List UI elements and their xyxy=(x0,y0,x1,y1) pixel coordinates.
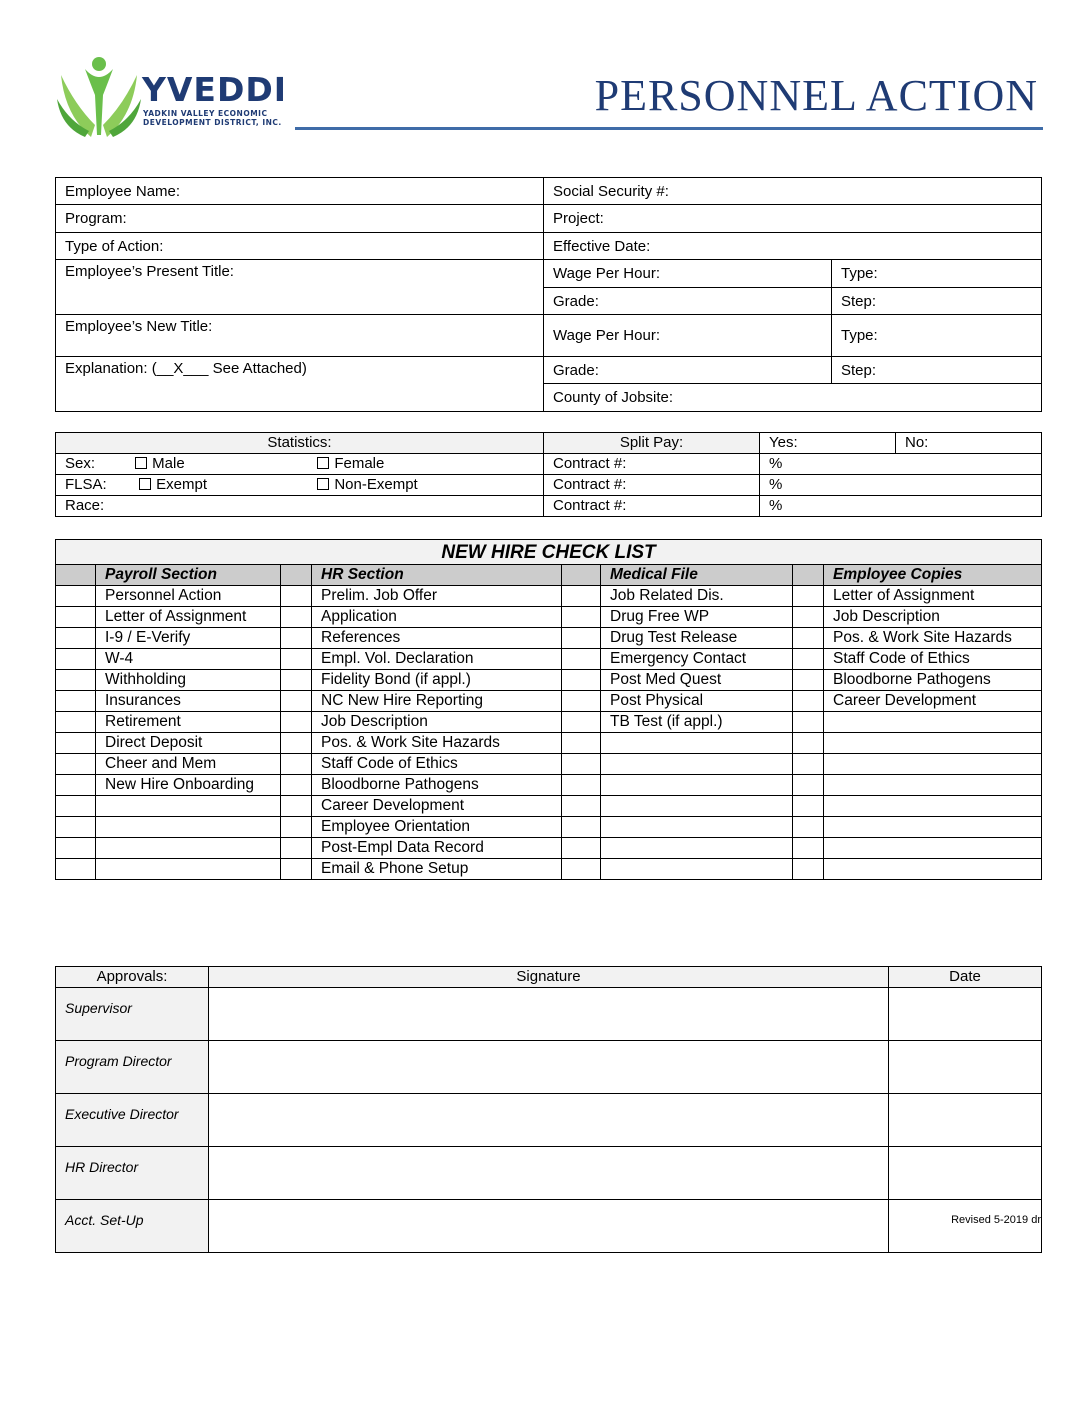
copies-item: Staff Code of Ethics xyxy=(824,649,1042,670)
hr-checkbox[interactable] xyxy=(281,859,312,880)
payroll-checkbox[interactable] xyxy=(56,859,96,880)
medical-checkbox[interactable] xyxy=(562,691,601,712)
hr-item: Fidelity Bond (if appl.) xyxy=(312,670,562,691)
hr-checkbox[interactable] xyxy=(281,607,312,628)
approval-row xyxy=(56,1200,1042,1253)
payroll-checkbox[interactable] xyxy=(56,649,96,670)
contract-3-field[interactable]: Contract #: xyxy=(544,496,760,517)
checklist-title: NEW HIRE CHECK LIST xyxy=(56,540,1042,565)
payroll-item xyxy=(96,817,281,838)
contract-1-field[interactable]: Contract #: xyxy=(544,454,760,475)
hr-checkbox[interactable] xyxy=(281,733,312,754)
hr-item: References xyxy=(312,628,562,649)
wage-per-hour-field[interactable]: Wage Per Hour: xyxy=(544,260,832,288)
table-row xyxy=(56,607,1042,628)
hr-item: Post-Empl Data Record xyxy=(312,838,562,859)
column-checkbox-spacer xyxy=(281,565,312,586)
payroll-item: New Hire Onboarding xyxy=(96,775,281,796)
percent-1-field[interactable]: % xyxy=(760,454,1042,475)
medical-item: Drug Free WP xyxy=(601,607,793,628)
explanation-field[interactable]: Explanation: (__X___ See Attached) xyxy=(56,357,544,412)
hr-item: Pos. & Work Site Hazards xyxy=(312,733,562,754)
hr-item: NC New Hire Reporting xyxy=(312,691,562,712)
new-type-field[interactable]: Type: xyxy=(832,315,1042,357)
ssn-field[interactable]: Social Security #: xyxy=(544,178,1042,205)
medical-checkbox[interactable] xyxy=(562,586,601,607)
hr-item: Email & Phone Setup xyxy=(312,859,562,880)
project-field[interactable]: Project: xyxy=(544,205,1042,233)
medical-checkbox[interactable] xyxy=(562,838,601,859)
hr-item: Staff Code of Ethics xyxy=(312,754,562,775)
checklist-body xyxy=(56,586,1042,880)
approval-row xyxy=(56,988,1042,1041)
contract-2-field[interactable]: Contract #: xyxy=(544,475,760,496)
hr-item: Application xyxy=(312,607,562,628)
copies-checkbox[interactable] xyxy=(793,712,824,733)
payroll-item: Withholding xyxy=(96,670,281,691)
hr-checkbox[interactable] xyxy=(281,838,312,859)
logo-subtitle-line2: DEVELOPMENT DISTRICT, INC. xyxy=(143,118,282,127)
medical-checkbox[interactable] xyxy=(562,607,601,628)
approval-row xyxy=(56,1094,1042,1147)
approval-role: Acct. Set-Up xyxy=(56,1200,209,1253)
medical-item xyxy=(601,775,793,796)
date-field[interactable] xyxy=(889,1094,1042,1147)
hr-checkbox[interactable] xyxy=(281,649,312,670)
approval-row xyxy=(56,1147,1042,1200)
medical-item: Post Physical xyxy=(601,691,793,712)
column-checkbox-spacer xyxy=(793,565,824,586)
medical-checkbox[interactable] xyxy=(562,712,601,733)
copies-item xyxy=(824,733,1042,754)
title-rule xyxy=(295,127,1043,130)
non-exempt-option[interactable] xyxy=(317,476,417,493)
copies-checkbox[interactable] xyxy=(793,817,824,838)
payroll-checkbox[interactable] xyxy=(56,607,96,628)
payroll-checkbox[interactable] xyxy=(56,691,96,712)
medical-item xyxy=(601,796,793,817)
new-wage-per-hour-field[interactable]: Wage Per Hour: xyxy=(544,315,832,357)
revised-note: Revised 5-2019 dr xyxy=(951,1214,1041,1226)
statistics-header: Statistics: xyxy=(56,433,544,454)
medical-item: Drug Test Release xyxy=(601,628,793,649)
hr-item: Prelim. Job Offer xyxy=(312,586,562,607)
new-step-field[interactable]: Step: xyxy=(832,357,1042,384)
approval-row xyxy=(56,1041,1042,1094)
hr-checkbox[interactable] xyxy=(281,691,312,712)
payroll-checkbox[interactable] xyxy=(56,796,96,817)
medical-checkbox[interactable] xyxy=(562,733,601,754)
date-field[interactable] xyxy=(889,1147,1042,1200)
medical-checkbox[interactable] xyxy=(562,628,601,649)
medical-checkbox[interactable] xyxy=(562,649,601,670)
payroll-checkbox[interactable] xyxy=(56,586,96,607)
payroll-checkbox[interactable] xyxy=(56,670,96,691)
hr-checkbox[interactable] xyxy=(281,670,312,691)
split-pay-header: Split Pay: xyxy=(544,433,760,454)
table-row xyxy=(56,712,1042,733)
approval-role: Program Director xyxy=(56,1041,209,1094)
split-pay-yes[interactable]: Yes: xyxy=(760,433,896,454)
female-checkbox[interactable] xyxy=(317,457,329,469)
payroll-checkbox[interactable] xyxy=(56,733,96,754)
signature-field[interactable] xyxy=(209,1147,889,1200)
table-row xyxy=(56,691,1042,712)
employee-name-field[interactable]: Employee Name: xyxy=(56,178,544,205)
flsa-label: FLSA: xyxy=(65,476,107,493)
copies-checkbox[interactable] xyxy=(793,586,824,607)
flsa-row xyxy=(56,475,544,496)
approval-role: HR Director xyxy=(56,1147,209,1200)
type-field[interactable]: Type: xyxy=(832,260,1042,288)
date-field[interactable] xyxy=(889,1041,1042,1094)
payroll-item xyxy=(96,796,281,817)
copies-item: Bloodborne Pathogens xyxy=(824,670,1042,691)
program-field[interactable]: Program: xyxy=(56,205,544,233)
copies-item xyxy=(824,838,1042,859)
employee-copies-header: Employee Copies xyxy=(824,565,1042,586)
copies-checkbox[interactable] xyxy=(793,670,824,691)
hr-checkbox[interactable] xyxy=(281,586,312,607)
copies-checkbox[interactable] xyxy=(793,649,824,670)
statistics-table xyxy=(55,432,1042,517)
medical-checkbox[interactable] xyxy=(562,817,601,838)
logo-name: YVEDDI xyxy=(142,70,288,109)
payroll-checkbox[interactable] xyxy=(56,838,96,859)
logo-figure-icon xyxy=(55,55,145,140)
table-row xyxy=(56,586,1042,607)
table-row xyxy=(56,859,1042,880)
medical-checkbox[interactable] xyxy=(562,859,601,880)
copies-checkbox[interactable] xyxy=(793,838,824,859)
hr-checkbox[interactable] xyxy=(281,628,312,649)
hr-checkbox[interactable] xyxy=(281,712,312,733)
copies-item xyxy=(824,775,1042,796)
county-of-jobsite-field[interactable]: County of Jobsite: xyxy=(544,384,1042,412)
exempt-label: Exempt xyxy=(156,476,208,493)
hr-item: Empl. Vol. Declaration xyxy=(312,649,562,670)
approvals-body xyxy=(56,988,1042,1253)
copies-checkbox[interactable] xyxy=(793,607,824,628)
logo-subtitle xyxy=(143,109,282,127)
split-pay-no[interactable]: No: xyxy=(896,433,1042,454)
payroll-item: Cheer and Mem xyxy=(96,754,281,775)
table-row xyxy=(56,628,1042,649)
copies-item xyxy=(824,712,1042,733)
percent-3-field[interactable]: % xyxy=(760,496,1042,517)
exempt-checkbox[interactable] xyxy=(139,478,151,490)
payroll-checkbox[interactable] xyxy=(56,775,96,796)
signature-header: Signature xyxy=(209,967,889,988)
payroll-item xyxy=(96,838,281,859)
male-label: Male xyxy=(152,455,185,472)
payroll-item xyxy=(96,859,281,880)
table-row xyxy=(56,754,1042,775)
medical-item: Post Med Quest xyxy=(601,670,793,691)
approvals-header: Approvals: xyxy=(56,967,209,988)
medical-item xyxy=(601,838,793,859)
non-exempt-label: Non-Exempt xyxy=(334,476,418,493)
copies-checkbox[interactable] xyxy=(793,775,824,796)
male-option[interactable] xyxy=(135,455,313,472)
approval-role: Executive Director xyxy=(56,1094,209,1147)
non-exempt-checkbox[interactable] xyxy=(317,478,329,490)
payroll-item: Direct Deposit xyxy=(96,733,281,754)
logo-subtitle-line1: YADKIN VALLEY ECONOMIC xyxy=(143,109,268,118)
signature-field[interactable] xyxy=(209,1041,889,1094)
medical-checkbox[interactable] xyxy=(562,670,601,691)
payroll-section-header: Payroll Section xyxy=(96,565,281,586)
date-field[interactable] xyxy=(889,1200,1042,1253)
copies-item xyxy=(824,754,1042,775)
hr-checkbox[interactable] xyxy=(281,775,312,796)
payroll-checkbox[interactable] xyxy=(56,817,96,838)
step-field[interactable]: Step: xyxy=(832,288,1042,315)
medical-item xyxy=(601,733,793,754)
copies-item xyxy=(824,859,1042,880)
column-checkbox-spacer xyxy=(562,565,601,586)
medical-item: Emergency Contact xyxy=(601,649,793,670)
payroll-checkbox[interactable] xyxy=(56,628,96,649)
hr-item: Job Description xyxy=(312,712,562,733)
table-row xyxy=(56,817,1042,838)
payroll-item: Retirement xyxy=(96,712,281,733)
table-row xyxy=(56,838,1042,859)
copies-item: Career Development xyxy=(824,691,1042,712)
female-label: Female xyxy=(334,455,385,472)
column-checkbox-spacer xyxy=(56,565,96,586)
copies-checkbox[interactable] xyxy=(793,754,824,775)
payroll-item: Insurances xyxy=(96,691,281,712)
copies-checkbox[interactable] xyxy=(793,859,824,880)
copies-item xyxy=(824,796,1042,817)
signature-field[interactable] xyxy=(209,1200,889,1253)
payroll-item: I-9 / E-Verify xyxy=(96,628,281,649)
grade-field[interactable]: Grade: xyxy=(544,288,832,315)
new-hire-checklist xyxy=(55,539,1042,880)
female-option[interactable] xyxy=(317,455,384,472)
sex-row xyxy=(56,454,544,475)
signature-field[interactable] xyxy=(209,1094,889,1147)
sex-label: Sex: xyxy=(65,455,96,472)
copies-item: Pos. & Work Site Hazards xyxy=(824,628,1042,649)
approvals-table xyxy=(55,966,1042,1253)
hr-section-header: HR Section xyxy=(312,565,562,586)
medical-item xyxy=(601,754,793,775)
percent-2-field[interactable]: % xyxy=(760,475,1042,496)
medical-checkbox[interactable] xyxy=(562,796,601,817)
medical-checkbox[interactable] xyxy=(562,754,601,775)
payroll-item: Personnel Action xyxy=(96,586,281,607)
payroll-checkbox[interactable] xyxy=(56,754,96,775)
payroll-checkbox[interactable] xyxy=(56,712,96,733)
hr-checkbox[interactable] xyxy=(281,796,312,817)
new-grade-field[interactable]: Grade: xyxy=(544,357,832,384)
present-title-field[interactable]: Employee’s Present Title: xyxy=(56,260,544,315)
effective-date-field[interactable]: Effective Date: xyxy=(544,233,1042,260)
table-row xyxy=(56,775,1042,796)
medical-item: Job Related Dis. xyxy=(601,586,793,607)
copies-item: Letter of Assignment xyxy=(824,586,1042,607)
copies-item xyxy=(824,817,1042,838)
approval-role: Supervisor xyxy=(56,988,209,1041)
payroll-item: Letter of Assignment xyxy=(96,607,281,628)
male-checkbox[interactable] xyxy=(135,457,147,469)
medical-item xyxy=(601,859,793,880)
hr-checkbox[interactable] xyxy=(281,817,312,838)
hr-checkbox[interactable] xyxy=(281,754,312,775)
table-row xyxy=(56,733,1042,754)
date-header: Date xyxy=(889,967,1042,988)
medical-item xyxy=(601,817,793,838)
signature-field[interactable] xyxy=(209,988,889,1041)
table-row xyxy=(56,649,1042,670)
copies-checkbox[interactable] xyxy=(793,691,824,712)
exempt-option[interactable] xyxy=(139,476,313,493)
table-row xyxy=(56,670,1042,691)
copies-checkbox[interactable] xyxy=(793,733,824,754)
new-title-field[interactable]: Employee’s New Title: xyxy=(56,315,544,357)
copies-item: Job Description xyxy=(824,607,1042,628)
medical-checkbox[interactable] xyxy=(562,775,601,796)
hr-item: Career Development xyxy=(312,796,562,817)
copies-checkbox[interactable] xyxy=(793,628,824,649)
payroll-item: W-4 xyxy=(96,649,281,670)
date-field[interactable] xyxy=(889,988,1042,1041)
hr-item: Employee Orientation xyxy=(312,817,562,838)
type-of-action-field[interactable]: Type of Action: xyxy=(56,233,544,260)
hr-item: Bloodborne Pathogens xyxy=(312,775,562,796)
employee-info-table xyxy=(55,177,1042,412)
medical-file-header: Medical File xyxy=(601,565,793,586)
table-row xyxy=(56,796,1042,817)
medical-item: TB Test (if appl.) xyxy=(601,712,793,733)
copies-checkbox[interactable] xyxy=(793,796,824,817)
race-field[interactable]: Race: xyxy=(56,496,544,517)
document-title: PERSONNEL ACTION xyxy=(594,71,1038,120)
